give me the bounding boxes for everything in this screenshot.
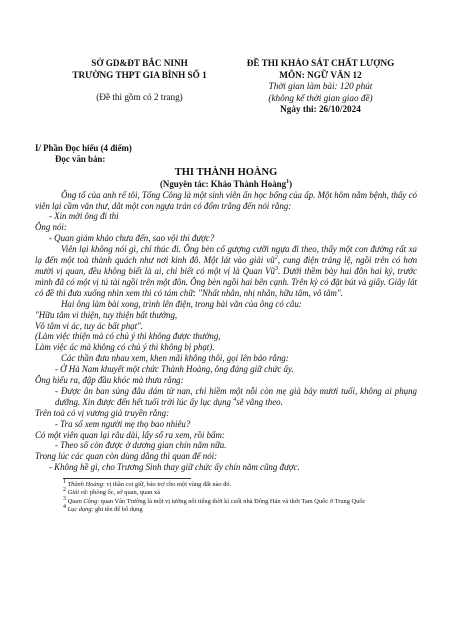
dialogue-line: - Xin mời ông đi thi	[49, 211, 119, 222]
paragraph: Viên lại không nói gì, chỉ thúc đi. Ông bèn cố gượng cưỡi ngựa đi theo, thấy một con đường rất xa lạ đến một toà thành quách như nơi kinh đô. Một lát vào giải $vũ^2$, cung điện tráng lệ, ngồi trên có hơn mười vị quan, đều không biết là ai, chỉ biết có một vị là Quan $Vũ^3$. Dưới thềm bày hai đôn hai kỷ, trước mình đã có một vị tú tài ngồi trên một đôn. Ông bèn ngồi hai bên cạnh. Trên kỷ có đặt bút và giấy. Giây lát có đề thi đưa xuống nhìn xem thì có tám chữ: "Nhất nhân, nhị nhân, hữu tâm, vô tâm".	[35, 244, 418, 298]
dialogue-line: - Theo số còn được ở dương gian chín năm nữa.	[55, 440, 227, 451]
paragraph: Hai ông làm bài xong, trình lên điện, trong bài văn của ông có câu:	[61, 298, 302, 309]
dialogue-line: - Quan giám khảo chưa đến, sao vội thi được?	[49, 233, 215, 244]
exam-title: ĐỀ THI KHẢO SÁT CHẤT LƯỢNG	[246, 58, 395, 68]
poem-line: (Làm việc thiện mà có chủ ý thì không được thưởng,	[35, 331, 221, 342]
exam-date: Ngày thi: 26/10/2024	[280, 104, 361, 115]
footnote-3: $^3$ Quan Công: quan Vân Trường là một vị tướng nổi tiếng thời kì cuối nhà Đông Hán và thời Tam Quốc ở Trung Quốc	[63, 495, 366, 505]
paragraph: Ông nói:	[35, 222, 67, 233]
paragraph: Trong lúc các quan còn dùng dằng thì quan đế nói:	[35, 451, 218, 462]
footnote-4: $^4$ Lục dụng: ghi tên để bổ dụng	[63, 503, 143, 513]
story-title: THI THÀNH HOÀNG	[174, 166, 278, 178]
footnote-1: $^1$ Thành Hoàng: vị thần coi giữ, bảo trợ cho một vùng đất nào đó.	[63, 479, 232, 489]
poem-line: Làm việc ác mà không có chủ ý thì không bị phạt).	[35, 342, 215, 353]
department-name: SỞ GD&ĐT BẮC NINH	[91, 58, 188, 68]
header-right	[238, 58, 403, 116]
time-limit: Thời gian làm bài: 120 phút	[268, 81, 373, 92]
paragraph: Ông hiểu ra, đập đầu khóc mà thưa rằng:	[35, 375, 184, 386]
footnote-divider	[63, 478, 191, 479]
poem-line: "Hữu tâm vi thiện, tuy thiện bất thưởng,	[35, 309, 178, 320]
footnote-ref-2: 2	[274, 255, 278, 262]
footnote-ref-4: 4	[233, 396, 237, 403]
header-left	[52, 58, 227, 104]
section-heading: I/ Phần Đọc hiểu (4 điểm)	[35, 143, 132, 153]
subject-name: MÔN: NGỮ VĂN 12	[279, 69, 362, 80]
footnote-2: $^2$ Giải vũ: phòng ốc, sở quan, quan xá	[63, 487, 160, 497]
story-subtitle: (Nguyên tác: Khảo Thành Hoàng$^1$)	[159, 178, 293, 189]
poem-line: Vô tâm vi ác, tuy ác bất phạt".	[35, 320, 143, 331]
dialogue-line: - Không hề gì, cho Trương Sinh thay giữ chức ấy chín năm cũng được.	[49, 462, 300, 473]
footnote-ref-3: 3	[275, 266, 278, 272]
dialogue-line: - Ở Hà Nam khuyết một chức Thành Hoàng, ông đáng giữ chức ấy.	[55, 364, 294, 375]
paragraph: Ông tổ của anh rể tôi, Tống Công là một sinh viên ấn học bổng của ấp. Một hôm nằm bệnh, thấy có viên lại cầm văn thư, dắt một con ngựa trán có đốm trắng đến nói rằng:	[35, 189, 417, 211]
time-limit-note: (không kể thời gian giao đề)	[268, 92, 373, 103]
exam-body	[35, 143, 417, 514]
footnotes	[35, 481, 417, 514]
footnote-ref-1: 1	[286, 178, 290, 185]
dialogue-line: - Được ân ban sủng đâu dám từ nan, chỉ hiềm một nỗi còn mẹ già bảy mươi tuổi, không ai phụng dưỡng. Xin được đến hết tuổi trời lúc ấy lục dụng $^4$sẽ vâng theo.	[55, 385, 417, 407]
dialogue-line: - Tra sổ xem người mẹ thọ bao nhiêu?	[55, 418, 191, 429]
paragraph: Các thần đưa nhau xem, khen mãi không thôi, gọi lên bảo rằng:	[61, 353, 289, 364]
paragraph: Có một viên quan lại râu dài, lấy sổ ra xem, rồi bẩm:	[35, 429, 225, 440]
paragraph: Trên toà có vị vương giả truyền rằng:	[35, 407, 170, 418]
section-subheading: Đọc văn bản:	[55, 153, 106, 164]
school-name: TRƯỜNG THPT GIA BÌNH SỐ 1	[72, 69, 207, 80]
page-count-note: (Đề thi gồm có 2 trang)	[96, 92, 183, 103]
